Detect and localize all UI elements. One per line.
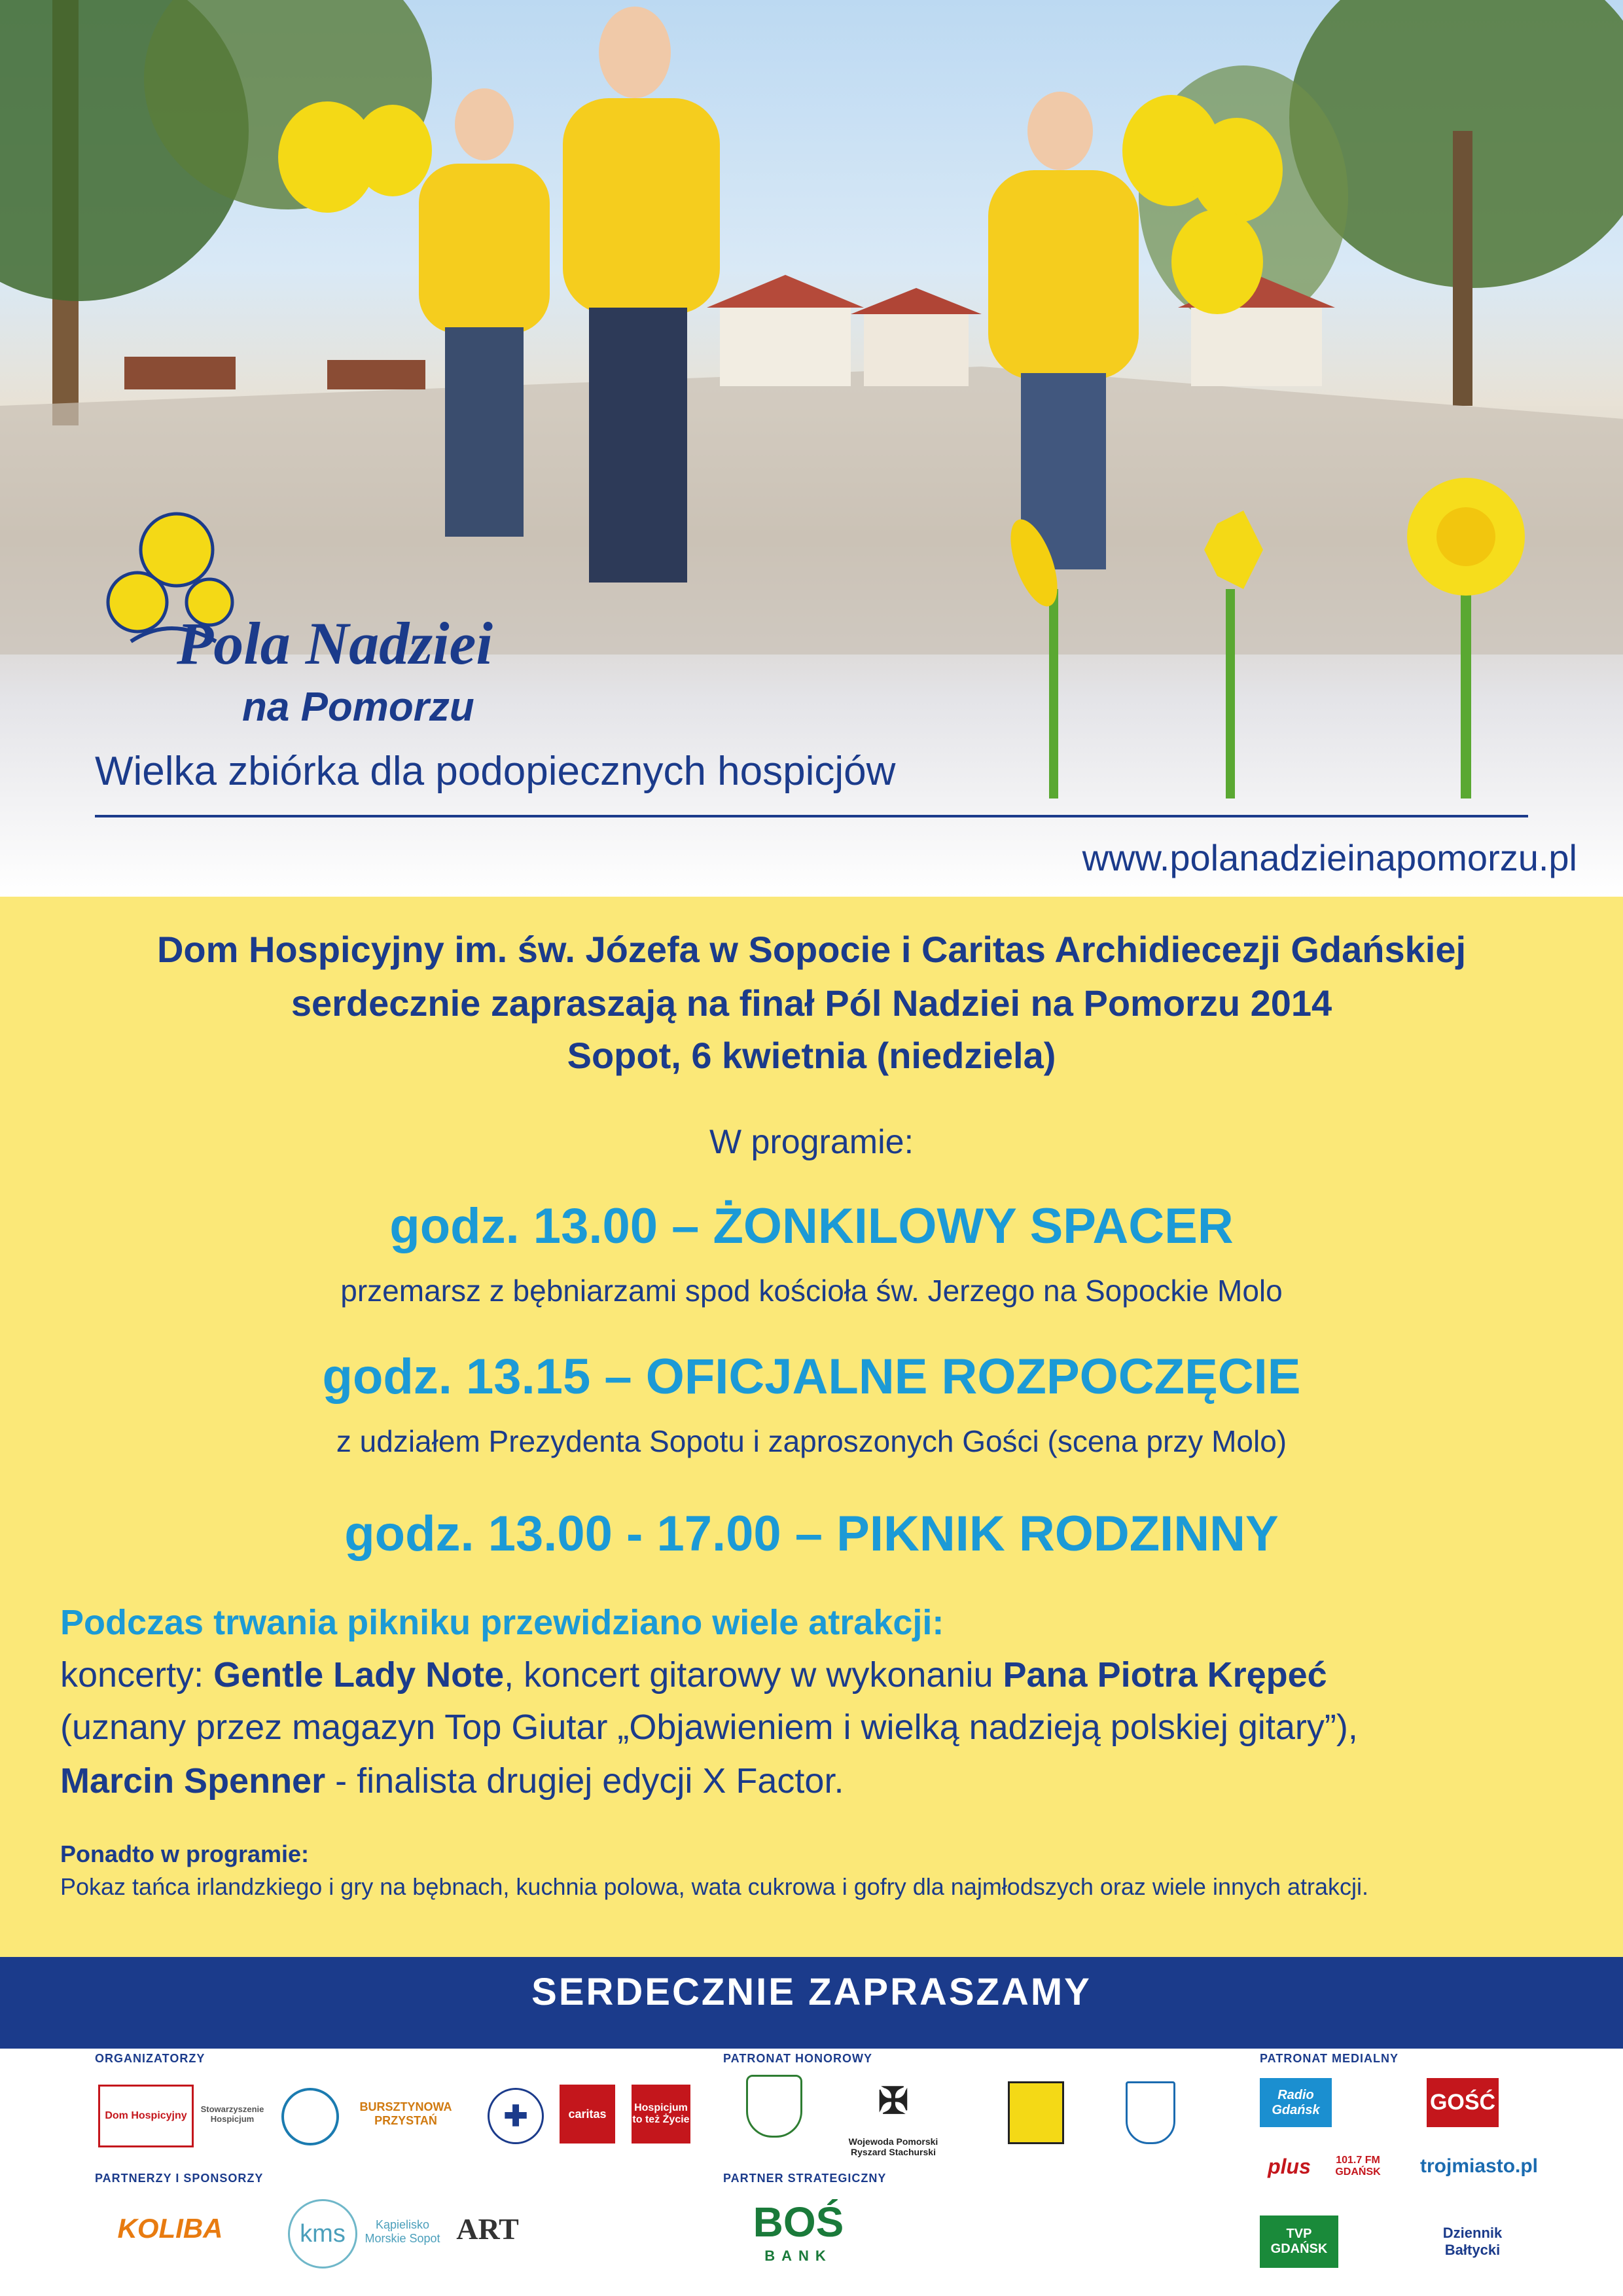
program-item-2-desc: z udziałem Prezydenta Sopotu i zaproszonych Gości (scena przy Molo) bbox=[336, 1424, 1287, 1458]
program-item-1-desc: przemarsz z bębniarzami spod kościoła św. Jerzego na Sopockie Molo bbox=[340, 1274, 1283, 1308]
invite-line-1: Dom Hospicyjny im. św. Józefa w Sopocie i Caritas Archidiecezji Gdańskiej bbox=[156, 929, 1467, 970]
attractions-l1-c: , koncert gitarowy w wykonaniu bbox=[504, 1655, 1003, 1695]
bos-logo: BOŚ bbox=[753, 2198, 844, 2246]
website-url[interactable]: www.polanadzieinapomorzu.pl bbox=[1082, 837, 1577, 878]
dom-hospicyjny-logo: Dom Hospicyjny bbox=[98, 2085, 194, 2147]
program-item-2-title: godz. 13.15 – OFICJALNE ROZPOCZĘCIE bbox=[322, 1349, 1301, 1405]
prezydent-sopotu-crest bbox=[1126, 2081, 1175, 2144]
invite-line-2: serdecznie zapraszają na finał Pól Nadziei na Pomorzu 2014 bbox=[291, 982, 1332, 1024]
tagline: Wielka zbiórka dla podopiecznych hospicjów bbox=[95, 749, 896, 794]
dziennik-baltycki-logo: Dziennik Bałtycki bbox=[1442, 2225, 1503, 2258]
program-item-1-title: godz. 13.00 – ŻONKILOWY SPACER bbox=[389, 1198, 1234, 1254]
wojewoda-logo: Wojewoda Pomorski Ryszard Stachurski bbox=[848, 2136, 938, 2157]
tvp-gdansk-logo: TVP GDAŃSK bbox=[1260, 2215, 1338, 2268]
logo-subtitle: na Pomorzu bbox=[242, 685, 474, 730]
partners-label: PARTNERZY I SPONSORZY bbox=[95, 2172, 264, 2185]
band-name-gentle-lady-note: Gentle Lady Note bbox=[213, 1655, 505, 1695]
invite-line-3: Sopot, 6 kwietnia (niedziela) bbox=[567, 1035, 1056, 1076]
attractions-l3-b: - finalista drugiej edycji X Factor. bbox=[325, 1761, 844, 1801]
invitation-band-text: SERDECZNIE ZAPRASZAMY bbox=[531, 1971, 1092, 2013]
archdiocese-crest bbox=[746, 2075, 802, 2138]
koliba-logo: KOLIBA bbox=[117, 2213, 223, 2244]
extra-text: Pokaz tańca irlandzkiego i gry na bębnach, kuchnia polowa, wata cukrowa i gofry dla najmłodszych oraz wiele innych atrakcji. bbox=[60, 1873, 1369, 1900]
performer-marcin-spenner: Marcin Spenner bbox=[60, 1761, 326, 1801]
attractions-line-1 bbox=[60, 1655, 1327, 1695]
attractions-l1-a: koncerty: bbox=[60, 1655, 214, 1695]
bos-bank-label: BANK bbox=[764, 2248, 832, 2264]
marszalek-crest bbox=[1008, 2081, 1064, 2144]
program-label: W programie: bbox=[709, 1123, 914, 1161]
fm-logo: 101.7 FM GDAŃSK bbox=[1335, 2155, 1381, 2178]
kms-logo: kms bbox=[288, 2199, 357, 2269]
organizers-label: ORGANIZATORZY bbox=[95, 2052, 205, 2065]
caritas-logo: caritas bbox=[560, 2085, 615, 2144]
gosc-logo: GOŚĆ bbox=[1427, 2078, 1499, 2127]
trojmiasto-logo: trojmiasto.pl bbox=[1420, 2155, 1539, 2177]
eagle-crest: ✠ bbox=[878, 2080, 909, 2121]
honorary-label: PATRONAT HONOROWY bbox=[723, 2052, 872, 2065]
kapielisko-logo: Kąpielisko Morskie Sopot bbox=[365, 2218, 440, 2245]
cross-logo: ✚ bbox=[488, 2088, 544, 2144]
attractions-heading: Podczas trwania pikniku przewidziano wiele atrakcji: bbox=[60, 1603, 944, 1642]
attractions-line-2: (uznany przez magazyn Top Giutar „Objawieniem i wielką nadzieją polskiej gitary”), bbox=[60, 1708, 1358, 1747]
bursztynowa-logo: BURSZTYNOWA PRZYSTAŃ bbox=[359, 2100, 452, 2127]
logo-title: Pola Nadziei bbox=[177, 610, 493, 677]
stowarzyszenie-circle-logo bbox=[281, 2088, 339, 2145]
hospicjum-zycie-logo: Hospicjum to też Życie bbox=[632, 2085, 690, 2144]
program-item-3-title: godz. 13.00 - 17.00 – PIKNIK RODZINNY bbox=[344, 1506, 1279, 1562]
radio-gdansk-logo: Radio Gdańsk bbox=[1260, 2078, 1332, 2127]
art-logo: ART bbox=[456, 2212, 519, 2246]
radio-plus-logo: plus bbox=[1268, 2154, 1311, 2178]
media-label: PATRONAT MEDIALNY bbox=[1260, 2052, 1399, 2065]
hospicjum-faustyny-logo: Stowarzyszenie Hospicjum bbox=[200, 2104, 264, 2124]
performer-piotr-krepec: Pana Piotra Krępeć bbox=[1003, 1655, 1327, 1695]
extra-heading: Ponadto w programie: bbox=[60, 1840, 310, 1867]
attractions-line-3 bbox=[60, 1761, 844, 1801]
header-divider bbox=[95, 815, 1528, 817]
hero-photo bbox=[0, 0, 1623, 897]
strategic-label: PARTNER STRATEGICZNY bbox=[723, 2172, 887, 2185]
